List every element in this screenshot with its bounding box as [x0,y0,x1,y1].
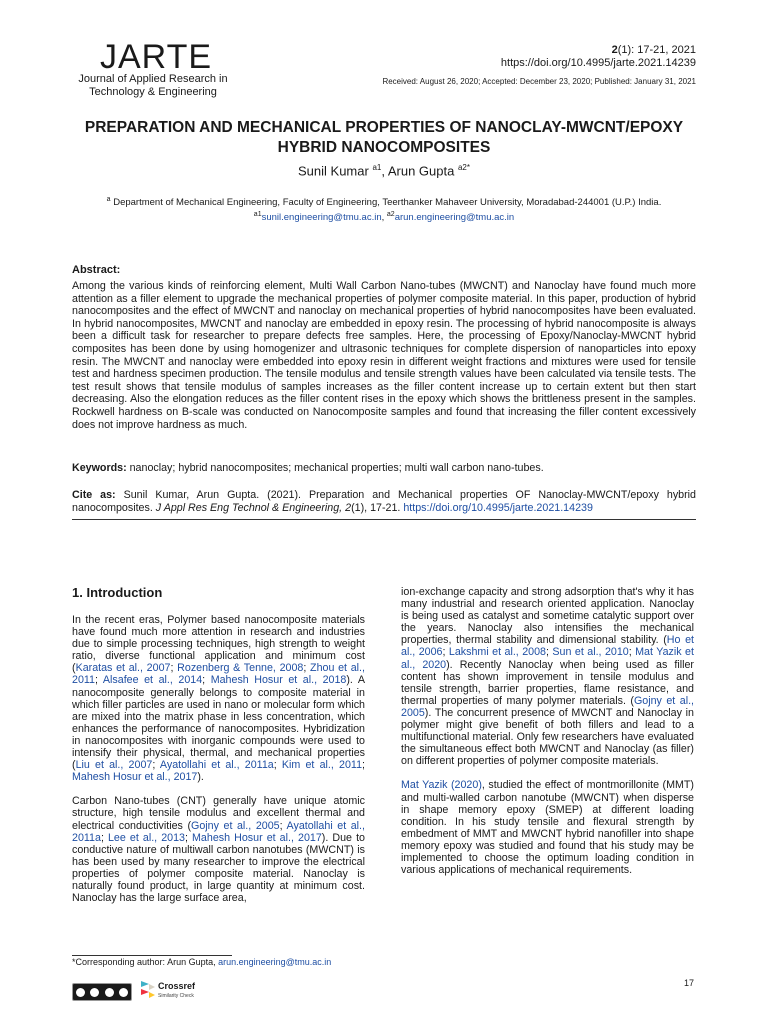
email-sep: , [381,212,387,224]
body-text: ; [100,831,108,844]
cite-issue: (1), 17-21. [351,501,404,514]
abstract-text: Among the various kinds of reinforcing element, Multi Wall Carbon Nano-tubes (MWCNT) and Nanoclay have found much more attention as a filler element to upgrade the mechanical properties of polymer composite material. In this paper, production of hybrid nanocomposites and the effect of MWCNT and nanoclay on mechanical properties of hybrid nanocomposites have been evaluated. In hybrid nanocomposites, MWCNT and nanoclay are embedded in epoxy resin. The processing of hybrid nanocomposite is always been a difficult task for researcher to prepare defects free samples. Here, the processing of Epoxy/Nanoclay-MWCNT hybrid composites has been done by using homogenizer and ultrasonic techniques for complete dispersion of nanoparticles into epoxy resin. The MWCNT and nanoclay were embedded into epoxy resin in different weight fractions and mixtures were used for tensile test and hardness specimen production. The tensile modulus and tensile strength values have been calculated via tensile tests. The test result shows that tensile modulus of samples increases as the filler content increase up to certain extent but then start decreasing. Also the elongation reduces as the filler content rises in the epoxy which shows the brittleness present in the samples. Rockwell hardness on B-scale was conducted on Nanocomposite samples and found that increasing the filler content excessively does not improve hardness as much. [72,280,696,431]
footnote [72,957,331,967]
body-text: In the recent eras, Polymer based nanocomposite materials have found much more attention in research and industries due to simple processing techniques, high strength to weight ratio, diverse functional application and minimum cost ( [72,614,365,675]
citation-link[interactable]: Mahesh Hosur et al., 2017 [72,771,198,784]
citation-link[interactable]: Gojny et al., 2005 [401,694,695,719]
citation-link[interactable]: Rozenberg & Tenne, 2008 [177,662,304,675]
by-icon [90,988,99,997]
cite-doi-link[interactable]: https://doi.org/10.4995/jarte.2021.14239 [403,501,593,514]
affil-sup: a [106,196,111,203]
author-1-sup: a1 [372,163,382,172]
affil-dept: Department of Mechanical Engineering, Faculty of Engineering, Teerthanker Mahaveer University, Moradabad-244001 (U.P.) India. [113,197,662,209]
issue-volume: 2 [611,44,618,56]
author-1: Sunil Kumar [298,163,369,179]
crossref-label: Crossref [158,981,196,991]
paragraph [72,614,365,783]
citation-link[interactable]: Alsafee et al., 2014 [102,674,203,687]
body-text: ; [184,831,193,844]
body-text: Carbon Nano-tubes (CNT) generally have unique atomic structure, high tensile modulus and excellent thermal and electrical conductivities ( [72,795,365,832]
citation-link[interactable]: Liu et al., 2007 [75,759,153,772]
abstract-heading: Abstract: [72,264,121,276]
email-link-2[interactable]: arun.engineering@tmu.ac.in [394,212,515,224]
keywords-label: Keywords: [72,462,127,474]
journal-name: Journal of Applied Research in Technology & Engineering [78,73,228,98]
sa-icon [119,988,128,997]
email2-sup: a2 [386,211,395,219]
cite-text: Sunil Kumar, Arun Gupta. (2021). Preparation and Mechanical properties OF Nanoclay-MWCNT/epoxy hybrid nanocomposites. [72,489,696,514]
email1-sup: a1 [253,211,262,219]
header-doi[interactable]: https://doi.org/10.4995/jarte.2021.14239 [500,57,696,69]
citation-link[interactable]: Karatas et al., 2007 [75,662,171,675]
paragraph [401,779,694,876]
citation-link[interactable]: Mahesh Hosur et al., 2018 [210,674,347,687]
body-text: ; [94,674,103,687]
citation-link[interactable]: Sun et al., 2010 [552,646,629,659]
body-text: ; [546,646,553,659]
citation-link[interactable]: Kim et al., 2011 [281,759,363,772]
citation-link[interactable]: Lee et al., 2013 [107,831,185,844]
body-text: ; [362,759,365,772]
author-2-sup: a2* [457,163,470,172]
crossref-sublabel: Similarity Check [158,993,194,999]
keywords [72,462,696,475]
author-list [72,163,696,178]
section-heading-introduction: 1. Introduction [72,585,163,600]
column-right [401,586,694,888]
body-text: ; [279,819,287,832]
footnote-text: *Corresponding author: Arun Gupta, [72,957,219,967]
cite-as [72,489,696,514]
author-2: Arun Gupta [387,163,455,179]
crossref-logo-icon [140,979,156,999]
citation-link[interactable]: Zhou et al., 2011 [72,662,365,687]
cite-label: Cite as: [72,489,116,501]
citation-link[interactable]: Mat Yazik (2020) [401,779,482,792]
citation-link[interactable]: Ayatollahi et al., 2011a [159,759,274,772]
nc-icon [105,988,114,997]
crossref-badge[interactable] [140,979,210,1007]
body-text: ). A nanocomposite generally belongs to composite material in which filler particles are used in nano or molecular form which are mixed into the matrix phase in less concentration, which enhances the performance of nanocomposites. Hybridization in nanocomposites with inorganic compounds were used to intensify their physical, thermal, and mechanical properties ( [72,674,365,772]
body-text: , studied the effect of montmorillonite (MMT) and multi-walled carbon nanotube (MWCNT) when disperse in shape memory epoxy (SMEP) at different loading condition. In his study tensile and flexural strength by embedment of MMT and MWCNT hybrid nanofiller into shape memory epoxy was studied and found that his study may be implemented to choose the optimum loading condition in various applications of mechanical requirements. [401,779,694,877]
citation-link[interactable]: Ayatollahi et al., 2011a [72,819,365,844]
body-text: ; [170,662,178,675]
paragraph [401,586,694,767]
journal-logo: JARTE [100,38,213,76]
issue-info [501,44,696,70]
body-text: ; [628,646,636,659]
page-number: 17 [683,978,694,988]
citation-link[interactable]: Mat Yazik et al., 2020 [401,646,694,671]
citation-link[interactable]: Mahesh Hosur et al., 2017 [192,831,322,844]
paragraph [72,795,365,904]
received-dates: Received: August 26, 2020; Accepted: December 23, 2020; Published: January 31, 2021 [382,77,696,86]
body-text: ). [197,771,204,784]
footnote-email-link[interactable]: arun.engineering@tmu.ac.in [218,957,332,967]
paper-title: PREPARATION AND MECHANICAL PROPERTIES OF NANOCLAY-MWCNT/EPOXY HYBRID NANOCOMPOSITES [84,119,684,156]
cc-license-badge[interactable] [72,983,132,1001]
body-text: ; [303,662,311,675]
cc-icon [76,988,85,997]
footnote-divider [72,955,232,956]
body-text: ). Due to conductive nature of multiwall carbon nanotubes (MWCNT) is has been used by many researcher to improve the electrical properties of polymer composite material. Nanoclay is naturally found product, in large quantity at minimum cost. Nanoclay has the large surface area, [72,831,365,905]
email-link-1[interactable]: sunil.engineering@tmu.ac.in [261,212,382,224]
body-text: ion-exchange capacity and strong adsorption that's why it has many industrial and research oriented application. Nanoclay is being used as catalyst and sometime catalytic support over the years. Nanoclay also intensifies the mechanical properties, thermal stability and dimensional stability. ( [401,586,694,647]
body-text: ). Recently Nanoclay when being used as filler content has shown improvement in tensile modulus and tensile strength, barrier properties, flame resistance, and thermal properties of many polymer materials. ( [401,658,694,707]
body-text: ; [152,759,160,772]
issue-rest: (1): 17-21, 2021 [617,44,696,56]
affiliation [72,194,696,224]
cite-journal: J Appl Res Eng Technol & Engineering, 2 [155,501,352,514]
citation-link[interactable]: Ho et al., 2006 [401,634,695,659]
keywords-text: nanoclay; hybrid nanocomposites; mechanical properties; multi wall carbon nano-tubes. [126,462,544,474]
column-left [72,614,365,916]
citation-link[interactable]: Gojny et al., 2005 [191,819,280,832]
body-text: ; [202,674,211,687]
citation-link[interactable]: Lakshmi et al., 2008 [448,646,546,659]
section-divider [72,519,696,520]
body-text: ; [442,646,449,659]
body-text: ). The concurrent presence of MWCNT and Nanoclay in polymer might give benefit of both fillers and lead to a multifunctional material. Only few researchers have evaluated the simultaneous effect both MWCNT and Nanoclay (as filler) on different properties of polymer composite materials. [401,706,694,768]
journal-header [72,40,696,102]
body-text: ; [273,759,282,772]
author-sep: , [381,163,388,179]
